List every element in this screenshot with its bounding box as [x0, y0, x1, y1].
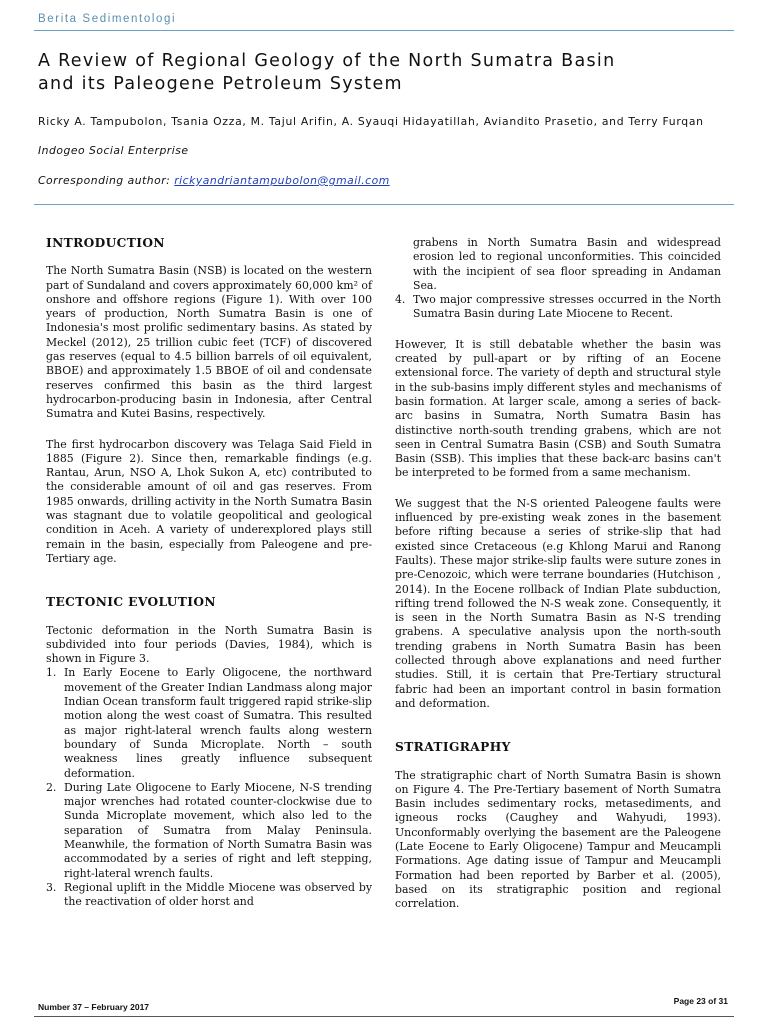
list-item [46, 781, 372, 881]
author-list: Ricky A. Tampubolon, Tsania Ozza, M. Tajul Arifin, A. Syauqi Hidayatillah, Aviandito Prasetio, and Terry Furqan [38, 115, 704, 128]
tectonic-paragraph-2: However, It is still debatable whether the basin was created by pull-apart or by rifting of an Eocene extensional force. The variety of depth and structural style in the sub-basins imply different styles and mechanisms of basin formation. At larger scale, among a series of back-arc basins in Sumatra, North Sumatra Basin has distinctive north-south trending grabens, which are not seen in Central Sumatra Basin (CSB) and South Sumatra Basin (SSB). This implies that these back-arc basins can't be interpreted to be formed from a same mechanism. [395, 337, 721, 480]
intro-paragraph-1: The North Sumatra Basin (NSB) is located on the western part of Sundaland and covers approximately 60,000 km² of onshore and offshore regions (Figure 1). With over 100 years of production, North Sumatra Basin is one of Indonesia's most prolific sedimentary basins. As stated by Meckel (2012), 25 trillion cubic feet (TCF) of discovered gas reserves (equal to 4.5 billion barrels of oil equivalent, BBOE) and approximately 1.5 BBOE of oil and condensate reserves confirmed this basin as the third largest hydrocarbon-producing basin in Indonesia, after Central Sumatra and Kutei Basins, respectively. [46, 264, 372, 421]
list-item-3-continued: grabens in North Sumatra Basin and widespread erosion led to regional unconformities. This coincided with the incipient of sea floor spreading in Andaman Sea. [413, 236, 721, 292]
left-column [46, 236, 372, 909]
list-text: In Early Eocene to Early Oligocene, the northward movement of the Greater Indian Landmass along major Indian Ocean transform fault triggered rapid strike-slip motion along the west coast of Sumatra. This resulted as major right-lateral wrench faults along western boundary of Sunda Microplate. North – south weakness lines greatly influence subsequent deformation. [64, 666, 372, 780]
list-item [395, 293, 721, 322]
author-email-link[interactable]: rickyandriantampubolon@gmail.com [174, 174, 390, 187]
page-number: Page 23 of 31 [673, 996, 728, 1006]
list-text: Two major compressive stresses occurred in the North Sumatra Basin during Late Miocene to Recent. [413, 293, 721, 321]
list-number: 3. [46, 880, 57, 894]
list-number: 2. [46, 780, 57, 794]
list-item [46, 666, 372, 780]
section-heading-tectonic-evolution: TECTONIC EVOLUTION [46, 595, 216, 610]
tectonic-period-list [46, 666, 372, 909]
list-text: Regional uplift in the Middle Miocene was observed by the reactivation of older horst and [64, 880, 372, 909]
footer-rule [34, 1016, 734, 1017]
section-heading-introduction: INTRODUCTION [46, 236, 165, 250]
tectonic-paragraph-1: Tectonic deformation in the North Sumatra Basin is subdivided into four periods (Davies, 1984), which is shown in Figure 3. [46, 623, 372, 666]
running-head: Berita Sedimentologi [38, 13, 177, 25]
title-block-rule [34, 204, 734, 205]
stratigraphy-paragraph-1: The stratigraphic chart of North Sumatra Basin is shown on Figure 4. The Pre-Tertiary basement of North Sumatra Basin includes sedimentary rocks, metasediments, and igneous rocks (Caughey and Wahyudi, 1993). Unconformably overlying the basement are the Paleogene (Late Eocene to Early Oligocene) Tampur and Meucampli Formations. Age dating issue of Tampur and Meucampli Formation had been reported by Barber et al. (2005), based on its stratigraphic position and regional correlation. [395, 768, 721, 911]
corresponding-label: Corresponding author: [38, 174, 175, 187]
intro-paragraph-2: The first hydrocarbon discovery was Telaga Said Field in 1885 (Figure 2). Since then, remarkable findings (e.g. Rantau, Arun, NSO A, Lhok Sukon A, etc) contributed to the considerable amount of oil and gas reserves. From 1985 onwards, drilling activity in the North Sumatra Basin was stagnant due to volatile geopolitical and geological condition in Aceh. A variety of underexplored plays still remain in the basin, especially from Paleogene and pre-Tertiary age. [46, 437, 372, 565]
tectonic-period-list-cont [395, 293, 721, 322]
section-heading-stratigraphy: STRATIGRAPHY [395, 740, 511, 755]
title-line-1: A Review of Regional Geology of the North Sumatra Basin [38, 51, 616, 71]
header-rule [34, 30, 734, 31]
corresponding-author [38, 174, 390, 187]
article-title [38, 50, 738, 96]
issue-number: Number 37 – February 2017 [38, 1002, 150, 1012]
list-item [46, 881, 372, 910]
list-text: During Late Oligocene to Early Miocene, N-S trending major wrenches had rotated counter-clockwise due to Sunda Microplate movement, which also led to the separation of Sumatra from Malay Peninsula. Meanwhile, the formation of North Sumatra Basin was accommodated by a series of right and left stepping, right-lateral wrench faults. [64, 780, 372, 880]
tectonic-paragraph-3: We suggest that the N-S oriented Paleogene faults were influenced by pre-existing weak zones in the basement before rifting because a series of strike-slip that had existed since Cretaceous (e.g Khlong Marui and Ranong Faults). These major strike-slip faults were suture zones in pre-Cenozoic, which were terrane boundaries (Hutchison , 2014). In the Eocene rollback of Indian Plate subduction, rifting trend followed the N-S weak zone. Consequently, it is seen in the North Sumatra Basin as N-S trending grabens. A speculative analysis upon the north-south trending grabens in North Sumatra Basin has been collected through above explanations and need further studies. Still, it is certain that Pre-Tertiary structural fabric had been an important control in basin formation and deformation. [395, 496, 721, 710]
list-number: 1. [46, 666, 57, 680]
right-column [395, 236, 721, 911]
affiliation: Indogeo Social Enterprise [38, 144, 189, 157]
title-line-2: and its Paleogene Petroleum System [38, 74, 403, 94]
list-number: 4. [395, 293, 406, 307]
